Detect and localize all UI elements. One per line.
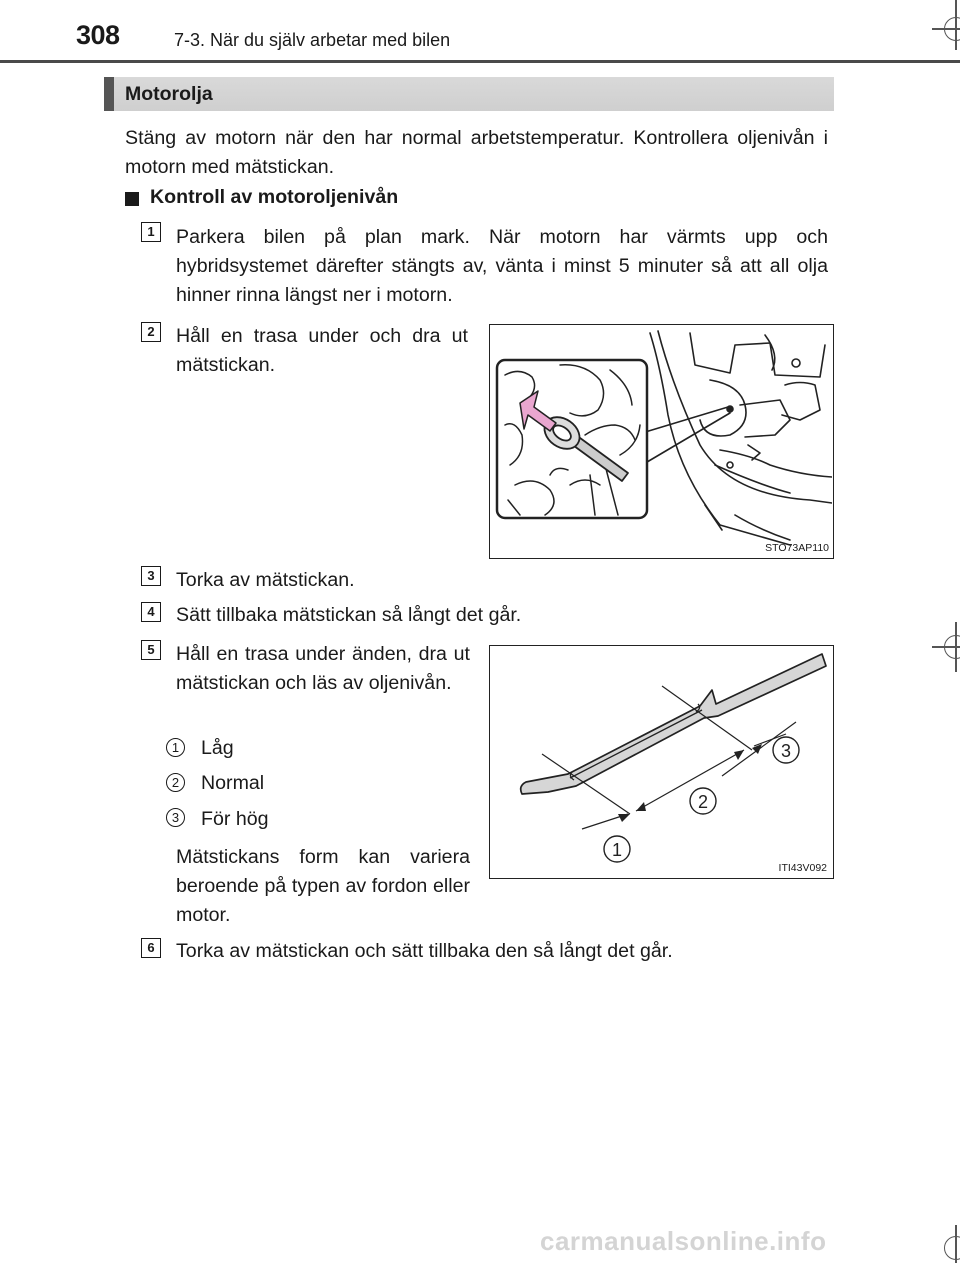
callout-3: 3: [780, 741, 792, 761]
step-number-2: 2: [141, 322, 161, 342]
step-number-3: 3: [141, 566, 161, 586]
level-number-2: 2: [166, 773, 185, 792]
engine-bay-figure: [489, 324, 834, 559]
subsection-title: Kontroll av motoroljenivån: [150, 186, 399, 208]
engine-bay-illustration: [490, 325, 832, 557]
watermark: carmanualsonline.info: [540, 1226, 827, 1256]
step-text-3: Torka av mätstickan.: [176, 569, 355, 591]
level-number-3: 3: [166, 808, 185, 827]
step-text-5: Håll en trasa under änden, dra ut mätstickan och läs av oljenivån.: [176, 643, 470, 694]
callout-2: 2: [697, 792, 709, 812]
section-intro: Stäng av motorn när den har normal arbetstemperatur. Kontrollera oljenivån i motorn med mätstickan.: [125, 127, 828, 178]
dipstick-figure-code: ITI43V092: [778, 862, 827, 874]
registration-circle-mid: [944, 635, 960, 659]
dipstick-note: Mätstickans form kan variera beroende på typen av fordon eller motor.: [176, 846, 470, 926]
step-text-2: Håll en trasa under och dra ut mätstickan.: [176, 325, 468, 376]
step-number-4: 4: [141, 602, 161, 622]
header-rule: [0, 60, 960, 63]
step-text-1: Parkera bilen på plan mark. När motorn har värmts upp och hybridsystemet därefter stängts av, vänta i minst 5 minuter så att all olja hinner rinna längst ner i motorn.: [176, 226, 828, 306]
step-number-1: 1: [141, 222, 161, 242]
step-text-6: Torka av mätstickan och sätt tillbaka den så långt det går.: [176, 940, 673, 962]
step-text-4: Sätt tillbaka mätstickan så långt det går.: [176, 604, 522, 626]
chapter-title: 7-3. När du själv arbetar med bilen: [174, 30, 451, 50]
level-label-low: Låg: [201, 737, 234, 759]
section-title: Motorolja: [125, 83, 213, 105]
page-number: 308: [76, 20, 120, 50]
callout-1: 1: [611, 840, 623, 860]
step-number-6: 6: [141, 938, 161, 958]
dipstick-illustration: [490, 646, 832, 877]
engine-figure-code: STO73AP110: [765, 542, 829, 554]
dipstick-figure: [489, 645, 834, 879]
registration-circle-bottom: [944, 1236, 960, 1260]
bullet-square-icon: [125, 192, 139, 206]
step-number-5: 5: [141, 640, 161, 660]
registration-circle-top: [944, 17, 960, 41]
level-label-normal: Normal: [201, 772, 265, 794]
level-label-high: För hög: [201, 808, 269, 830]
level-number-1: 1: [166, 738, 185, 757]
section-bar: [104, 77, 834, 111]
